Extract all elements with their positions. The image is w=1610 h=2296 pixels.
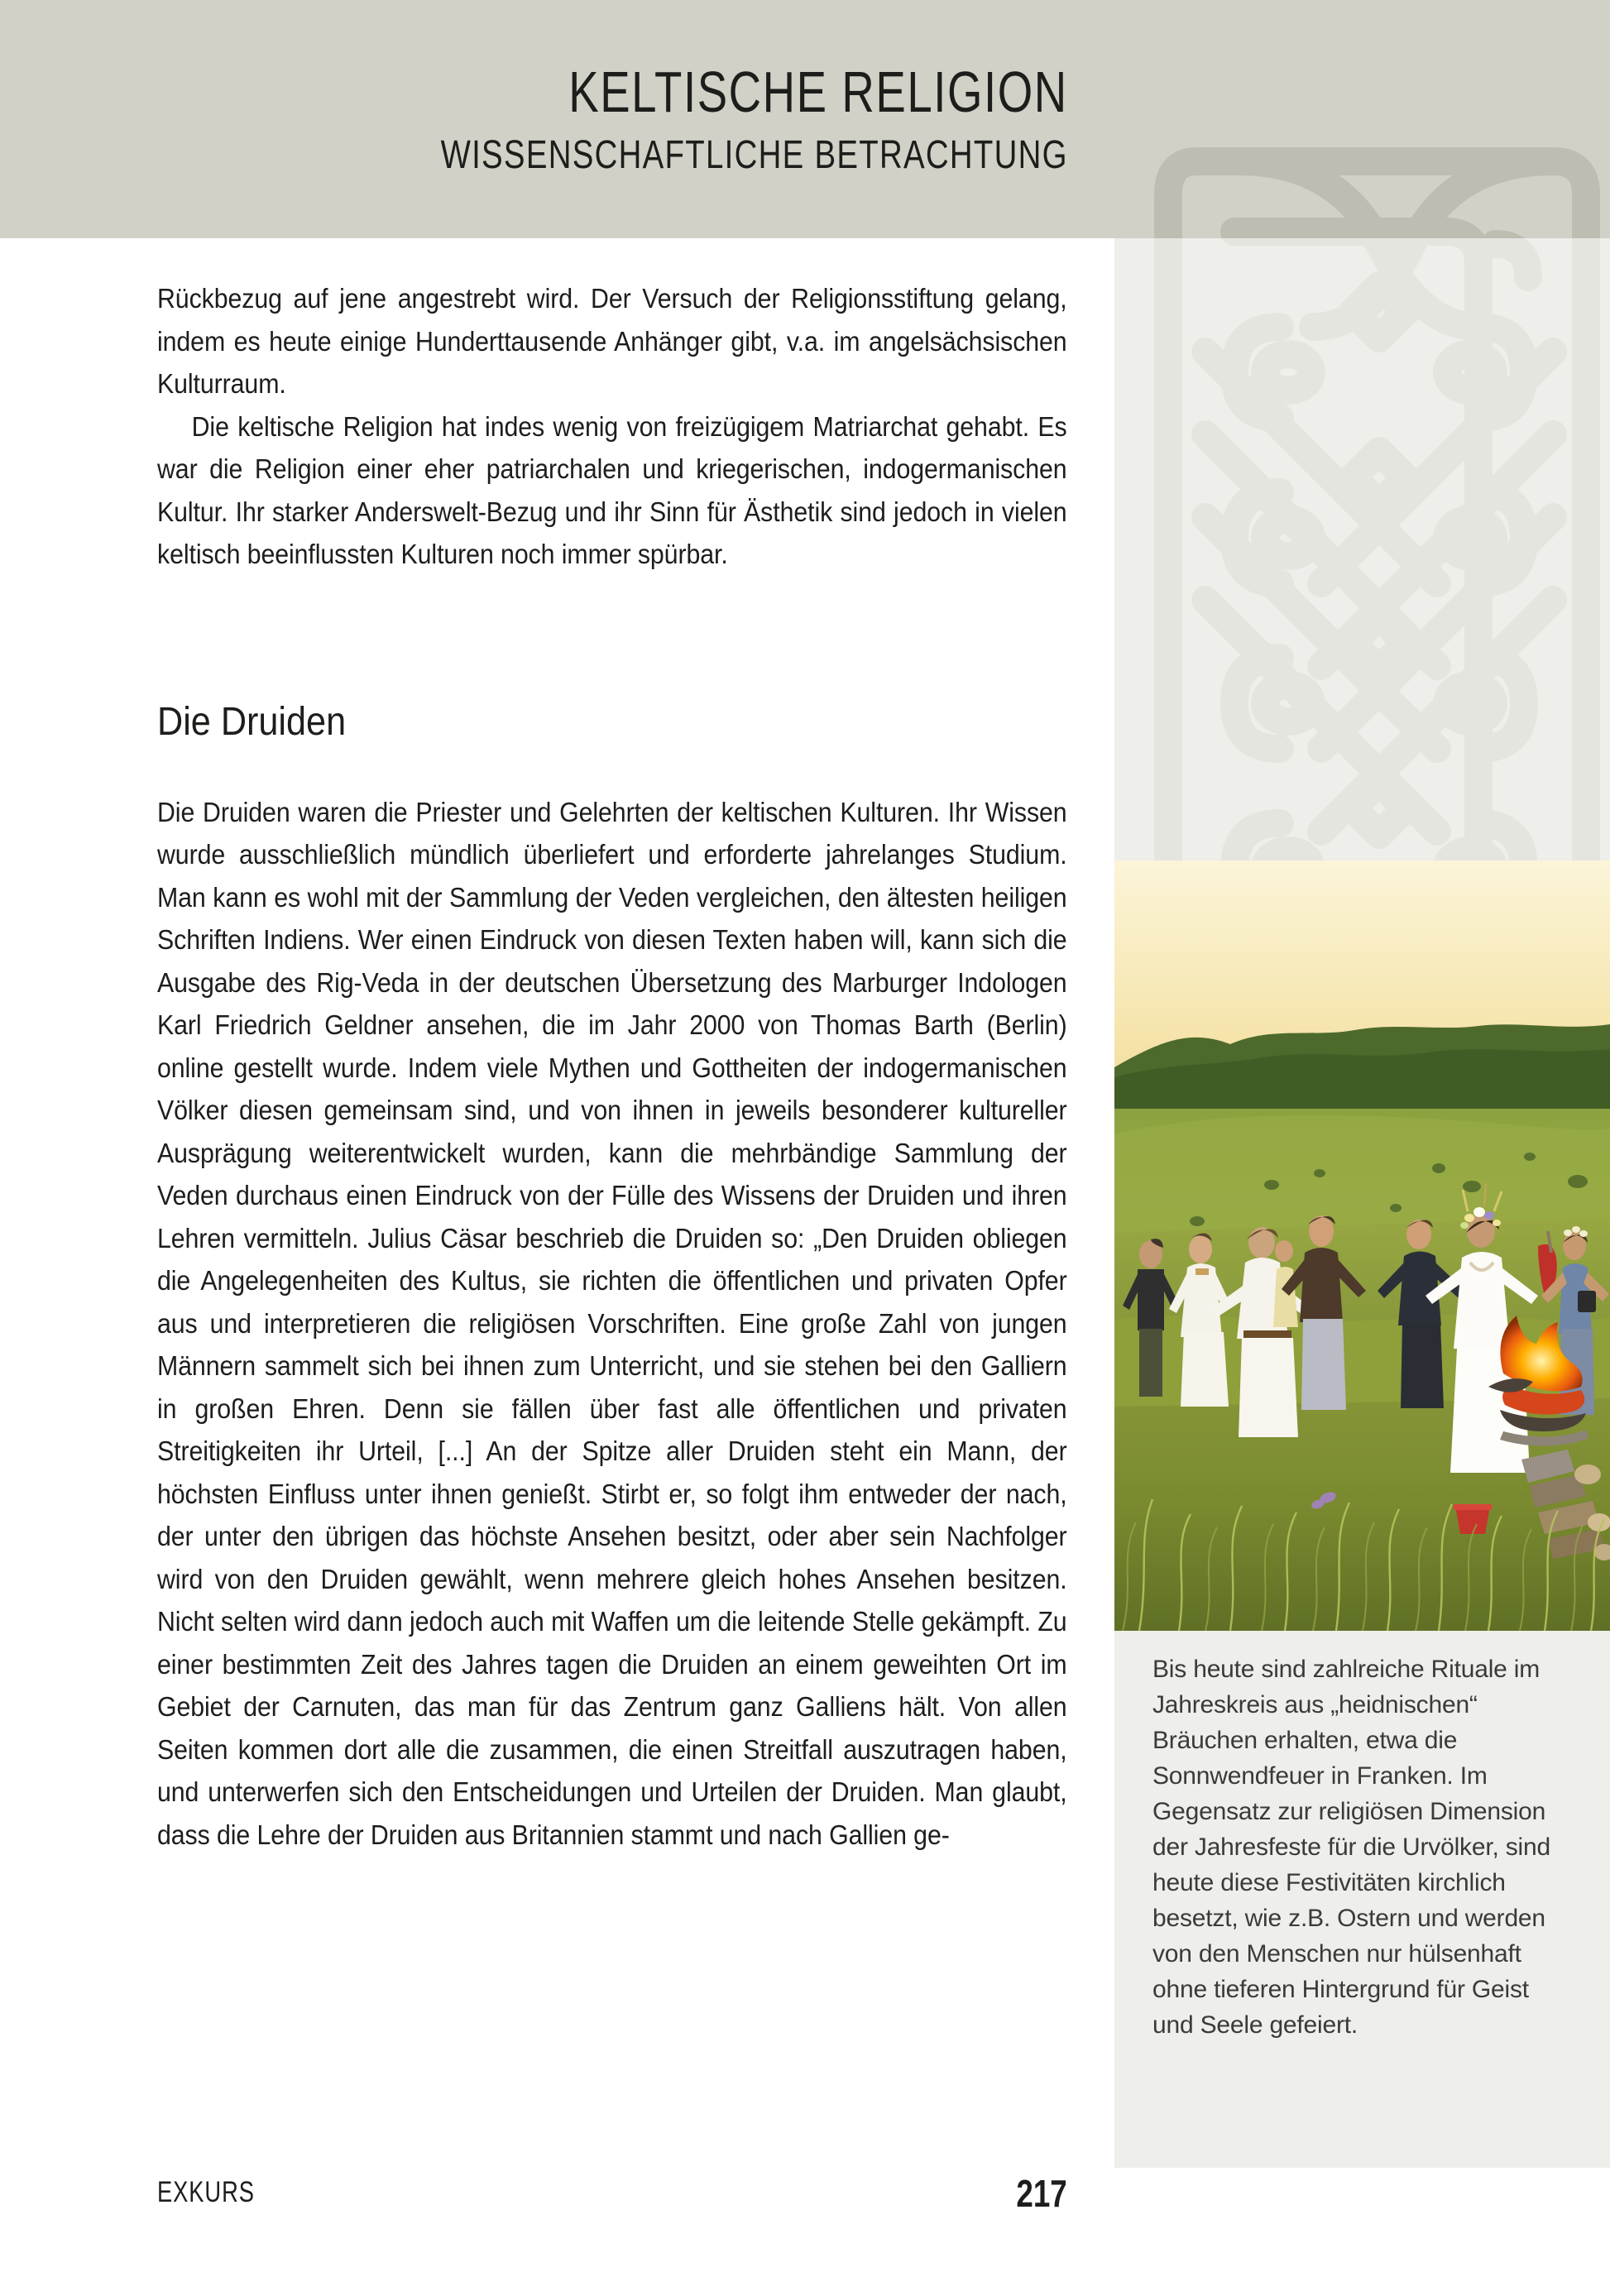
page-footer	[157, 2172, 1067, 2226]
paragraph: Rückbezug auf jene angestrebt wird. Der Versuch der Religionsstiftung gelang, indem es heute einige Hunderttausende Anhänger gibt, v.a. im angelsächsischen Kulturraum.	[157, 284, 1067, 400]
section-heading: Die Druiden	[157, 699, 347, 744]
page-number: 217	[1016, 2172, 1067, 2215]
footer-section-label: EXKURS	[157, 2176, 255, 2208]
paragraph: Die Druiden waren die Priester und Gelehrten der keltischen Kulturen. Ihr Wissen wurde ausschließlich mündlich überliefert und erforderte jahrelanges Studium. Man kann es wohl mit der Sammlung der Veden vergleichen, den ältesten heiligen Schriften Indiens. Wer einen Eindruck von diesen Texten haben will, kann sich die Ausgabe des Rig-Veda in der deutschen Übersetzung des Marburger Indologen Karl Friedrich Geldner ansehen, die im Jahr 2000 von Thomas Barth (Berlin) online gestellt wurde. Indem viele Mythen und Gottheiten der indogermanischen Völker diesen gemeinsam sind, und von ihnen in jeweils besonderer kultureller Ausprägung weiterentwickelt wurden, kann die mehrbändige Sammlung der Veden durchaus einen Eindruck von der Fülle des Wissens der Druiden und ihren Lehren vermitteln. Julius Cäsar beschrieb die Druiden so: „Den Druiden obliegen die Angelegenheiten des Kultus, sie richten die öffentlichen und privaten Opfer aus und interpretieren die religiösen Vorschriften. Eine große Zahl von jungen Männern sammelt sich bei ihnen zum Unterricht, und sie stehen bei den Galliern in großen Ehren. Denn sie fällen über fast alle öffentlichen und privaten Streitigkeiten ihr Urteil, [...] An der Spitze aller Druiden steht ein Mann, der höchsten Einfluss unter ihnen genießt. Stirbt er, so folgt ihm entweder der nach, der unter den übrigen das höchste Ansehen besitzt, oder aber sein Nachfolger wird von den Druiden gewählt, wenn mehrere gleich hohes Ansehen besitzen. Nicht selten wird dann jedoch auch mit Waffen um die leitende Stelle gekämpft. Zu einer bestimmten Zeit des Jahres tagen die Druiden an einem geweihten Ort im Gebiet der Carnuten, das man für das Zentrum ganz Galliens hält. Von allen Seiten kommen dort alle die zusammen, die einen Streitfall auszutragen haben, und unterwerfen sich den Entscheidungen und Urteilen der Druiden. Man glaubt, dass die Lehre der Druiden aus Britannien stammt und nach Gallien ge-	[157, 797, 1067, 1851]
sidebar-photo	[1114, 860, 1610, 1631]
section-spacer	[157, 577, 1067, 699]
page-subtitle: WISSENSCHAFTLICHE BETRACHTUNG	[440, 133, 1068, 177]
photo-caption: Bis heute sind zahlreiche Rituale im Jahreskreis aus „heidnischen“ Bräuchen erhalten, etwa die Sonnwendfeuer in Franken. Im Gegensatz zur religiösen Dimension der Jahresfeste für die Urvölker, sind heute diese Festivitäten kirchlich besetzt, wie z.B. Ostern und werden von den Menschen nur hülsenhaft ohne tieferen Hintergrund für Geist und Seele gefeiert.	[1152, 1656, 1550, 2039]
header-band	[0, 0, 1610, 238]
paragraph: Die keltische Religion hat indes wenig von freizügigem Matriarchat gehabt. Es war die Religion einer eher patriarchalen und kriegerischen, indogermanischen Kultur. Ihr starker Anderswelt-Bezug und ihr Sinn für Ästhetik sind jedoch in vielen keltisch beeinflussten Kulturen noch immer spürbar.	[157, 411, 1067, 570]
main-text-column	[157, 278, 1067, 1857]
header-titles	[0, 0, 1068, 238]
page-title: KELTISCHE RELIGION	[568, 60, 1068, 124]
